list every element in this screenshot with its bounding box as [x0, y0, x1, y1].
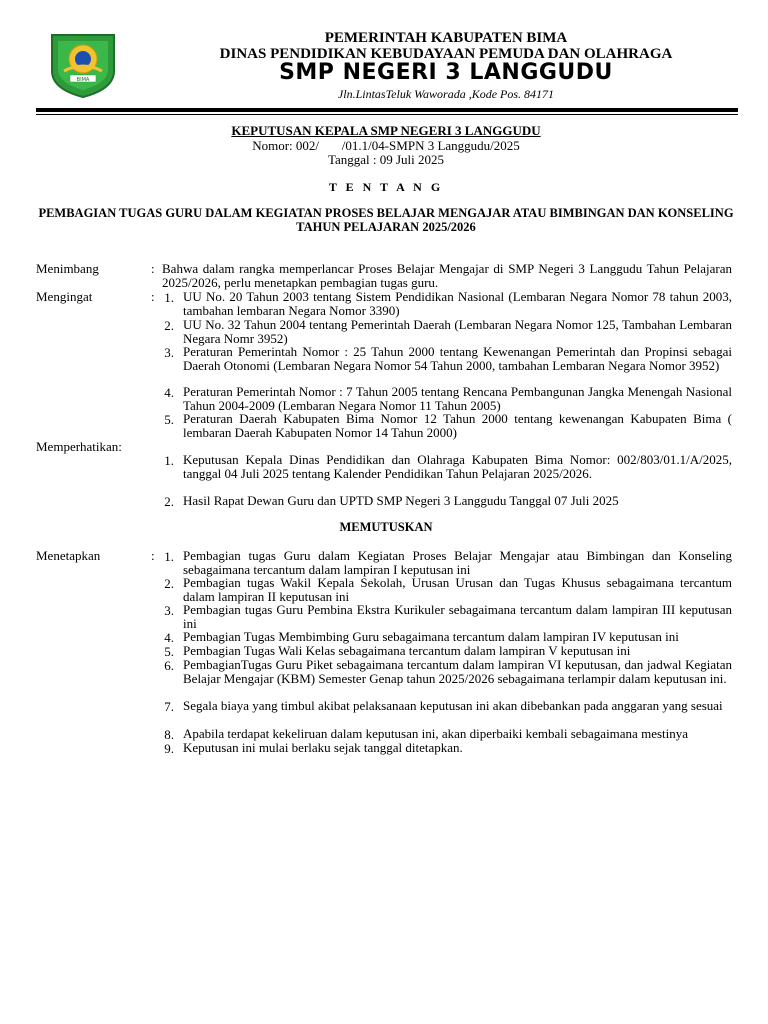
mengingat-item-text: Peraturan Pemerintah Nomor : 7 Tahun 2005 tentang Rencana Pembangunan Jangka Menengah Nasional Tahun 2004-2009 (Lembaran Negara Nomor 11 Tahun 2005): [183, 384, 732, 413]
about-heading: T E N T A N G: [328, 180, 444, 194]
decree-subject-line: PEMBAGIAN TUGAS GURU DALAM KEGIATAN PROSES BELAJAR MENGAJAR ATAU BIMBINGAN DAN KONSELING: [38, 206, 734, 220]
decree-subject-year: TAHUN PELAJARAN 2025/2026: [296, 220, 476, 234]
logo-text: BIMA: [76, 77, 90, 83]
menetapkan-item-number: 7.: [164, 699, 174, 714]
menetapkan-item-text: Segala biaya yang timbul akibat pelaksanaan keputusan ini akan dibebankan pada anggaran yang sesuai: [183, 698, 723, 713]
mengingat-colon: :: [151, 289, 155, 304]
memperhatikan-item-text: Hasil Rapat Dewan Guru dan UPTD SMP Negeri 3 Langgudu Tanggal 07 Juli 2025: [183, 493, 619, 508]
memperhatikan-label: Memperhatikan:: [36, 439, 122, 454]
letterhead: [36, 26, 736, 110]
menimbang-text: Bahwa dalam rangka memperlancar Proses Belajar Mengajar di SMP Negeri 3 Langgudu Tahun Pelajaran 2025/2026, perlu menetapkan pembagian tugas guru.: [162, 261, 732, 290]
school-name: SMP NEGERI 3 LANGGUDU: [279, 60, 613, 85]
mengingat-label: Mengingat: [36, 289, 93, 304]
letterhead-divider-thin: [36, 114, 738, 115]
decree-date: Tanggal : 09 Juli 2025: [327, 152, 445, 167]
mengingat-item-number: 4.: [164, 385, 174, 400]
menetapkan-item-text: Pembagian Tugas Wali Kelas sebagaimana tercantum dalam lampiran V keputusan ini: [183, 643, 631, 658]
menetapkan-item-number: 4.: [164, 630, 174, 645]
school-address: Jln.LintasTeluk Waworada ,Kode Pos. 84171: [337, 87, 555, 101]
menetapkan-item-number: 5.: [164, 644, 174, 659]
menetapkan-item-text: Keputusan ini mulai berlaku sejak tanggal ditetapkan.: [183, 740, 463, 755]
mengingat-item-number: 2.: [164, 318, 174, 333]
decree-number: Nomor: 002/ /01.1/04-SMPN 3 Langgudu/2025: [252, 138, 520, 153]
menetapkan-item-number: 8.: [164, 727, 174, 742]
menetapkan-colon: :: [151, 548, 155, 563]
mengingat-item-text: UU No. 20 Tahun 2003 tentang Sistem Pendidikan Nasional (Lembaran Negara Nomor 78 tahun 2003, tambahan lembaran Negara Nomor 3390): [183, 289, 732, 318]
menetapkan-item-number: 1.: [164, 549, 174, 564]
menimbang-label: Menimbang: [36, 261, 99, 276]
menetapkan-item-number: 3.: [164, 603, 174, 618]
mengingat-item-number: 5.: [164, 412, 174, 427]
menetapkan-item-number: 2.: [164, 576, 174, 591]
mengingat-item-number: 1.: [164, 290, 174, 305]
memperhatikan-item-number: 2.: [164, 494, 174, 509]
mengingat-item-number: 3.: [164, 345, 174, 360]
menetapkan-item-text: PembagianTugas Guru Piket sebagaimana tercantum dalam lampiran VI keputusan, dan jadwal Kegiatan Belajar Mengajar (KBM) Semester Genap tahun 2025/2026 sebagaimana terlampir dalam keputusan ini.: [183, 657, 732, 686]
menetapkan-item-number: 6.: [164, 658, 174, 673]
government-name: PEMERINTAH KABUPATEN BIMA: [324, 30, 568, 46]
menetapkan-item-text: Pembagian tugas Guru dalam Kegiatan Proses Belajar Mengajar atau Bimbingan dan Konseling sebagaimana tercantum dalam lampiran I keputusan ini: [183, 548, 732, 577]
memperhatikan-item-text: Keputusan Kepala Dinas Pendidikan dan Olahraga Kabupaten Bima Nomor: 002/803/01.1/A/2025, tanggal 04 Juli 2025 tentang Kalender Pendidikan Tahun Pelajaran 2025/2026.: [183, 452, 732, 481]
menetapkan-item-text: Pembagian tugas Guru Pembina Ekstra Kurikuler sebagaimana tercantum dalam lampiran III keputusan ini: [183, 602, 732, 631]
menetapkan-item-text: Pembagian tugas Wakil Kepala Sekolah, Urusan Urusan dan Tugas Khusus sebagaimana tercantum dalam lampiran II keputusan ini: [183, 575, 732, 604]
mengingat-item-text: UU No. 32 Tahun 2004 tentang Pemerintah Daerah (Lembaran Negara Nomor 125, Tambahan Lembaran Negara Nomr 3952): [183, 317, 732, 346]
menetapkan-item-number: 9.: [164, 741, 174, 756]
menetapkan-item-text: Pembagian Tugas Membimbing Guru sebagaimana tercantum dalam lampiran IV keputusan ini: [183, 629, 679, 644]
decree-subject: [36, 206, 736, 234]
agency-name: DINAS PENDIDIKAN KEBUDAYAAN PEMUDA DAN OLAHRAGA: [219, 46, 673, 62]
letterhead-divider-thick: [36, 108, 738, 112]
memutuskan-heading: MEMUTUSKAN: [339, 520, 433, 534]
menimbang-colon: :: [151, 261, 155, 276]
mengingat-item-text: Peraturan Daerah Kabupaten Bima Nomor 12 Tahun 2000 tentang kewenangan Kabupaten Bima ( lembaran Daerah Kabupaten Nomor 14 Tahun 2000): [183, 411, 732, 440]
decree-title: KEPUTUSAN KEPALA SMP NEGERI 3 LANGGUDU: [231, 123, 541, 138]
mengingat-item-text: Peraturan Pemerintah Nomor : 25 Tahun 2000 tentang Kewenangan Pemerintah dan Propinsi sebagai Daerah Otonomi (Lembaran Negara Nomor 54 Tahun 2000, tambahan Lembaran Negara Nomor 3952): [183, 344, 732, 373]
menetapkan-label: Menetapkan: [36, 548, 101, 563]
menetapkan-item-text: Apabila terdapat kekeliruan dalam keputusan ini, akan diperbaiki kembali sebagaimana mestinya: [183, 726, 689, 741]
memperhatikan-item-number: 1.: [164, 453, 174, 468]
